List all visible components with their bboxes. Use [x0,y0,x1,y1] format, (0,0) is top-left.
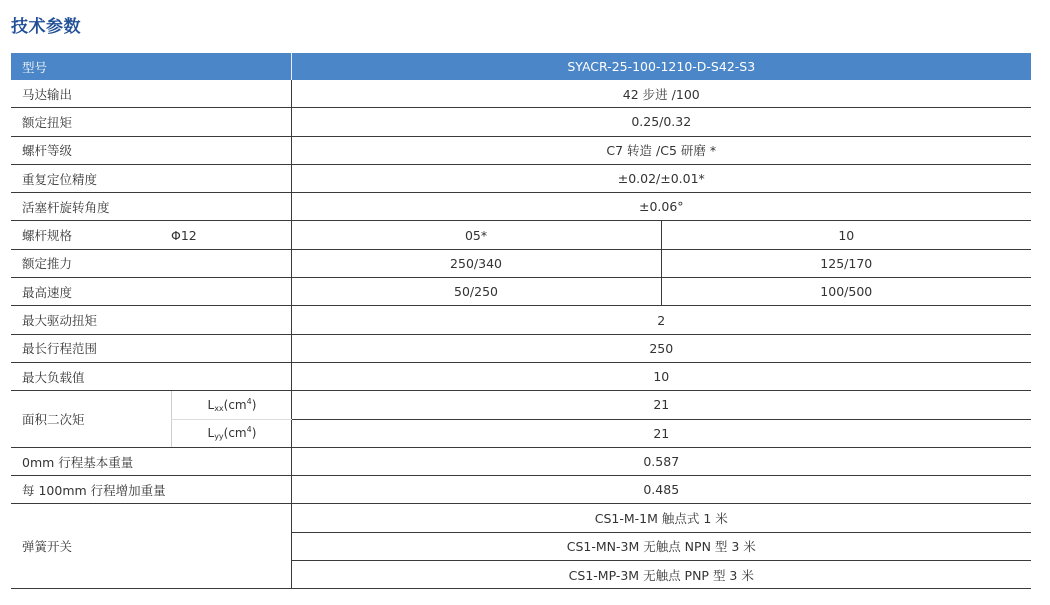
row-value: 0.587 [291,447,1031,475]
table-row [11,362,1031,390]
row-value: CS1-MP-3M 无触点 PNP 型 3 米 [291,561,1031,589]
row-label: 活塞杆旋转角度 [11,193,291,221]
row-label: 最大负载值 [11,362,291,390]
row-label: 螺杆等级 [11,136,291,164]
row-label: 重复定位精度 [11,164,291,192]
table-row [11,108,1031,136]
table-row [11,136,1031,164]
row-value: 21 [291,391,1031,419]
table-row [11,221,1031,249]
row-value: 0.485 [291,476,1031,504]
row-value: CS1-M-1M 触点式 1 米 [291,504,1031,532]
row-value-1: 50/250 [291,278,661,306]
table-header-row [11,53,1031,80]
row-value: 0.25/0.32 [291,108,1031,136]
row-value-2: 125/170 [661,249,1031,277]
row-label: 额定推力 [11,249,291,277]
row-value: ±0.02/±0.01* [291,164,1031,192]
table-row [11,249,1031,277]
table-row [11,193,1031,221]
header-model: SYACR-25-100-1210-D-S42-S3 [291,53,1031,80]
row-label: 最高速度 [11,278,291,306]
row-value: CS1-MN-3M 无触点 NPN 型 3 米 [291,532,1031,560]
row-value-1: 05* [291,221,661,249]
table-row [11,278,1031,306]
header-label: 型号 [11,53,291,80]
row-value-2: 10 [661,221,1031,249]
row-label: 最长行程范围 [11,334,291,362]
row-sublabel: Φ12 [171,221,291,249]
table-row [11,391,1031,419]
row-value: 10 [291,362,1031,390]
row-sublabel-lxx: $L_{xx}(cm^4)$ [171,391,291,419]
table-row [11,80,1031,108]
row-label: 每 100mm 行程增加重量 [11,476,291,504]
row-label: 最大驱动扭矩 [11,306,291,334]
row-value: ±0.06° [291,193,1031,221]
row-label: 额定扭矩 [11,108,291,136]
row-value: C7 转造 /C5 研磨 * [291,136,1031,164]
table-row [11,476,1031,504]
row-value: 42 步进 /100 [291,80,1031,108]
section-title: 技术参数 [11,17,81,37]
row-label: 面积二次矩 [11,391,171,448]
row-value: 21 [291,419,1031,447]
row-value: 2 [291,306,1031,334]
table-row [11,164,1031,192]
table-row [11,504,1031,532]
table-row [11,334,1031,362]
row-label: 马达输出 [11,80,291,108]
spec-table [11,53,1031,589]
row-value-2: 100/500 [661,278,1031,306]
row-label: 螺杆规格 [11,221,171,249]
row-value: 250 [291,334,1031,362]
row-label: 0mm 行程基本重量 [11,447,291,475]
table-row [11,306,1031,334]
row-label: 弹簧开关 [11,504,291,589]
row-value-1: 250/340 [291,249,661,277]
row-sublabel-lyy: $L_{yy}(cm^4)$ [171,419,291,447]
table-row [11,447,1031,475]
